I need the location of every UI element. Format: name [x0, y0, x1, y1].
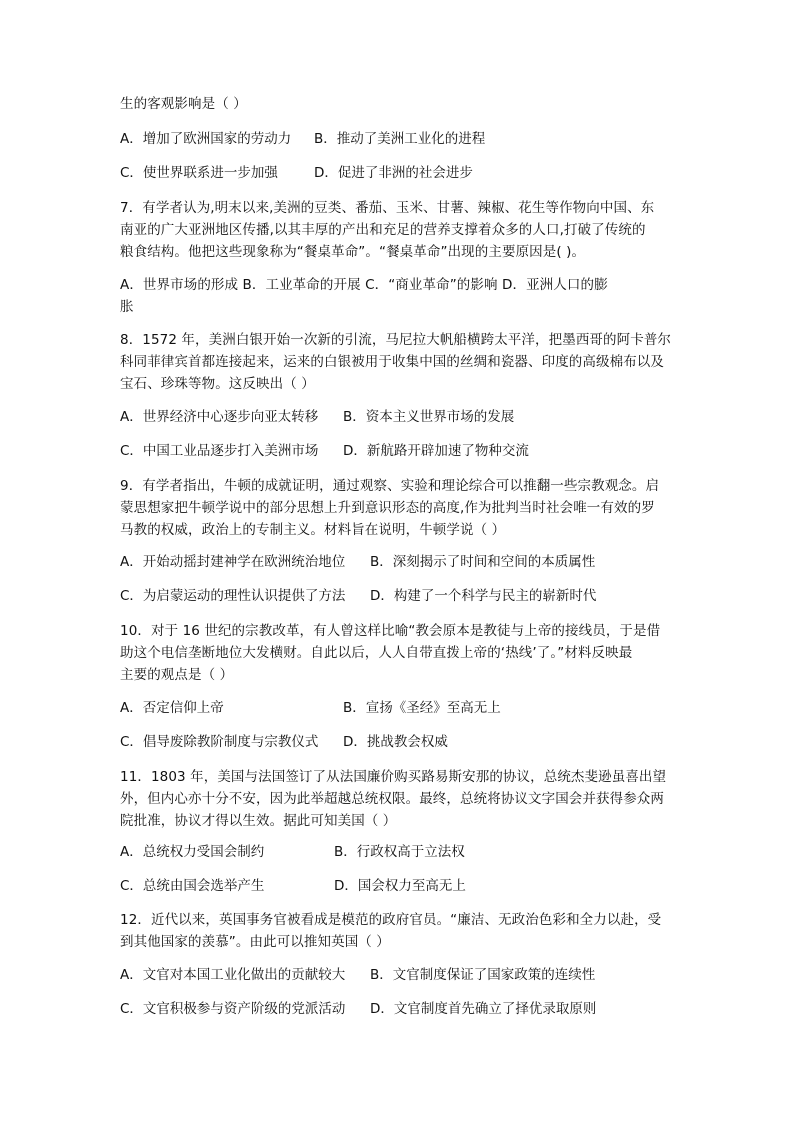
- q11-stem-line: 院批准，协议才得以生效。据此可知美国（ ）: [120, 813, 397, 829]
- q7-stem-line: 粮食结构。他把这些现象称为“餐桌革命”。“餐桌革命”出现的主要原因是( )。: [120, 244, 586, 260]
- q6-option-b: B．推动了美洲工业化的进程: [314, 131, 486, 147]
- q10-stem-line: 主要的观点是（ ）: [120, 667, 234, 683]
- q9-stem-line: 蒙思想家把牛顿学说中的部分思想上升到意识形态的高度,作为批判当时社会唯一有效的罗: [120, 500, 655, 516]
- q9-option-b: B．深刻揭示了时间和空间的本质属性: [370, 554, 596, 570]
- q11-option-c: C．总统由国会选举产生: [120, 878, 265, 894]
- q7-stem-line: 7．有学者认为,明末以来,美洲的豆类、番茄、玉米、甘薯、辣椒、花生等作物向中国、东: [120, 200, 655, 216]
- q8-stem-line: 科同菲律宾首都连接起来，运来的白银被用于收集中国的丝绸和瓷器、印度的高级棉布以及: [120, 354, 664, 370]
- q6-option-d: D．促进了非洲的社会进步: [314, 165, 473, 181]
- q7-stem-line: 南亚的广大亚洲地区传播,以其丰厚的产出和充足的营养支撑着众多的人口,打破了传统的: [120, 222, 646, 238]
- q10-option-a: A．否定信仰上帝: [120, 700, 224, 716]
- q12-stem-line: 到其他国家的羡慕”。由此可以推知英国（ ）: [120, 934, 390, 950]
- q7-options-line: A．世界市场的形成 B．工业革命的开展 C．“商业革命”的影响 D．亚洲人口的膨: [120, 277, 608, 293]
- q6-stem-tail: 生的客观影响是（ ）: [120, 96, 247, 112]
- q8-stem-line: 8．1572 年，美洲白银开始一次新的引流，马尼拉大帆船横跨太平洋，把墨西哥的阿卡普尔: [120, 332, 672, 348]
- q11-stem-line: 外，但内心亦十分不安，因为此举超越总统权限。最终，总统将协议文字国会并获得参众两: [120, 791, 664, 807]
- q8-option-c: C．中国工业品逐步打入美洲市场: [120, 443, 319, 459]
- q10-option-b: B．宣扬《圣经》至高无上: [343, 700, 501, 716]
- q11-option-b: B．行政权高于立法权: [334, 844, 465, 860]
- q6-option-a: A．增加了欧洲国家的劳动力: [120, 131, 292, 147]
- q8-stem-line: 宝石、珍珠等物。这反映出（ ）: [120, 376, 315, 392]
- q10-stem-line: 10．对于 16 世纪的宗教改革，有人曾这样比喻“教会原本是教徒与上帝的接线员，于是借: [120, 623, 661, 639]
- q12-option-a: A．文官对本国工业化做出的贡献较大: [120, 967, 346, 983]
- q12-option-b: B．文官制度保证了国家政策的连续性: [370, 967, 596, 983]
- q10-option-c: C．倡导废除教阶制度与宗教仪式: [120, 734, 319, 750]
- q11-option-a: A．总统权力受国会制约: [120, 844, 265, 860]
- q8-option-b: B．资本主义世界市场的发展: [343, 409, 515, 425]
- q9-option-d: D．构建了一个科学与民主的崭新时代: [370, 588, 597, 604]
- q9-stem-line: 9．有学者指出，牛顿的成就证明，通过观察、实验和理论综合可以推翻一些宗教观念。启: [120, 478, 660, 494]
- q8-option-a: A．世界经济中心逐步向亚太转移: [120, 409, 319, 425]
- q12-option-c: C．文官积极参与资产阶级的党派活动: [120, 1001, 346, 1017]
- q10-option-d: D．挑战教会权威: [343, 734, 448, 750]
- q6-option-c: C．使世界联系进一步加强: [120, 165, 278, 181]
- q9-stem-line: 马教的权威，政治上的专制主义。材料旨在说明，牛顿学说（ ）: [120, 522, 506, 538]
- q9-option-a: A．开始动摇封建神学在欧洲统治地位: [120, 554, 346, 570]
- q9-option-c: C．为启蒙运动的理性认识提供了方法: [120, 588, 346, 604]
- q11-stem-line: 11．1803 年，美国与法国签订了从法国廉价购买路易斯安那的协议，总统杰斐逊虽喜出望: [120, 769, 667, 785]
- q8-option-d: D．新航路开辟加速了物种交流: [343, 443, 529, 459]
- q12-stem-line: 12．近代以来，英国事务官被看成是模范的政府官员。“廉洁、无政治色彩和全力以赴，受: [120, 912, 662, 928]
- q11-option-d: D．国会权力至高无上: [334, 878, 466, 894]
- q7-options-line: 胀: [120, 299, 134, 315]
- q10-stem-line: 助这个电信垄断地位大发横财。自此以后，人人自带直拨上帝的‘热线’了。”材料反映最: [120, 645, 633, 661]
- q12-option-d: D．文官制度首先确立了择优录取原则: [370, 1001, 597, 1017]
